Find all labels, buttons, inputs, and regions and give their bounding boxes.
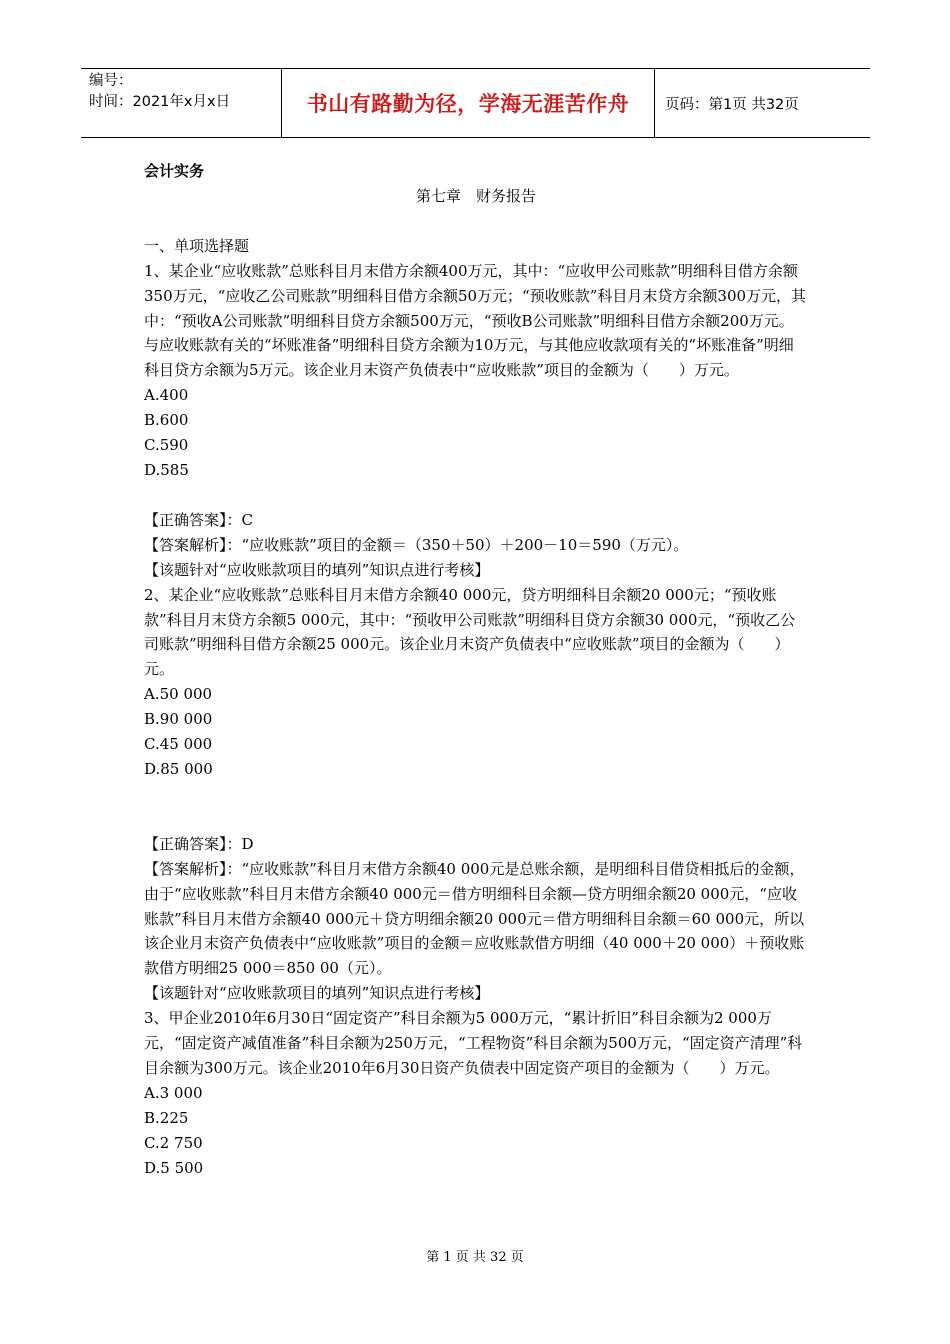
- question-2-knowledge: 【该题针对“应收账款项目的填列”知识点进行考核】: [144, 984, 490, 1003]
- question-1-knowledge: 【该题针对“应收账款项目的填列”知识点进行考核】: [144, 560, 490, 579]
- question-1-option-a: A.400: [144, 386, 189, 405]
- chapter-title: 第七章 财务报告: [415, 186, 536, 205]
- question-3-option-a: A.3 000: [144, 1083, 203, 1102]
- header-page-cell: [655, 69, 870, 137]
- question-2-option-c: C.45 000: [144, 735, 213, 754]
- page-info: 页码：第1页 共32页: [665, 96, 799, 113]
- header-motto-cell: [282, 69, 655, 137]
- question-1-option-b: B.600: [144, 411, 189, 430]
- question-2-option-b: B.90 000: [144, 710, 213, 729]
- section-title: 一、单项选择题: [144, 236, 250, 255]
- question-1-option-c: C.590: [144, 436, 189, 455]
- question-1-stem: 1、某企业“应收账款”总账科目月末借方余额400万元，其中：“应收甲公司账款”明细科目借方余额350万元，“应收乙公司账款”明细科目借方余额50万元；“预收账款”科目月末贷方余额300万元，其中：“预收A公司账款”明细科目贷方余额500万元，“预收B公司账款”明细科目借方余额200万元。与应收账款有关的“坏账准备”明细科目贷方余额为10万元，与其他应收款项有关的“坏账准备”明细科目贷方余额为5万元。该企业月末资产负债表中“应收账款”项目的金额为（ ）万元。: [144, 261, 807, 380]
- header-left-cell: [81, 69, 282, 137]
- subject-title: 会计实务: [144, 162, 205, 180]
- question-2-analysis: 【答案解析】：“应收账款”科目月末借方余额40 000元是总账余额，是明细科目借贷相抵后的金额，由于“应收账款”科目月末借方余额40 000元＝借方明细科目余额—贷方明细余额20 000元，“应收账款”科目月末借方余额40 000元＋贷方明细余额20 000元＝借方明细科目余额＝60 000元，所以该企业月末资产负债表中“应收账款”项目的金额＝应收账款借方明细（40 000＋20 000）＋预收账款借方明细25 000＝850 00（元）。: [144, 859, 805, 978]
- number-label: 编号：: [89, 73, 133, 89]
- date-label: 时间：2021年x月x日: [89, 94, 231, 110]
- motto: 书山有路勤为径，学海无涯苦作舟: [306, 92, 630, 116]
- question-3-stem: 3、甲企业2010年6月30日“固定资产”科目余额为5 000万元，“累计折旧”科目余额为2 000万元，“固定资产减值准备”科目余额为250万元，“工程物资”科目余额为500万元，“固定资产清理”科目余额为300万元。该企业2010年6月30日资产负债表中固定资产项目的金额为（ ）万元。: [144, 1009, 803, 1077]
- document-body: [144, 158, 808, 1181]
- question-1-option-d: D.585: [144, 460, 189, 479]
- question-3-option-b: B.225: [144, 1108, 189, 1127]
- document-header: [81, 68, 870, 138]
- spacer: [144, 782, 808, 832]
- page-footer: 第 1 页 共 32 页: [426, 1250, 524, 1265]
- question-2-answer: 【正确答案】：D: [144, 834, 254, 853]
- question-3-option-d: D.5 500: [144, 1158, 204, 1177]
- spacer: [144, 483, 808, 508]
- spacer: [144, 209, 808, 234]
- question-1-answer: 【正确答案】：C: [144, 510, 253, 529]
- question-2-stem: 2、某企业“应收账款”总账科目月末借方余额40 000元，贷方明细科目余额20 000元；“预收账款”科目月末贷方余额5 000元，其中：“预收甲公司账款”明细科目贷方余额30 000元，“预收乙公司账款”明细科目借方余额25 000元。该企业月末资产负债表中“应收账款”项目的金额为（ ）元。: [144, 585, 796, 679]
- question-2-option-a: A.50 000: [144, 685, 213, 704]
- question-2-option-d: D.85 000: [144, 759, 213, 778]
- question-3-option-c: C.2 750: [144, 1133, 203, 1152]
- question-1-analysis: 【答案解析】：“应收账款”项目的金额＝（350＋50）＋200－10＝590（万元）。: [144, 535, 689, 554]
